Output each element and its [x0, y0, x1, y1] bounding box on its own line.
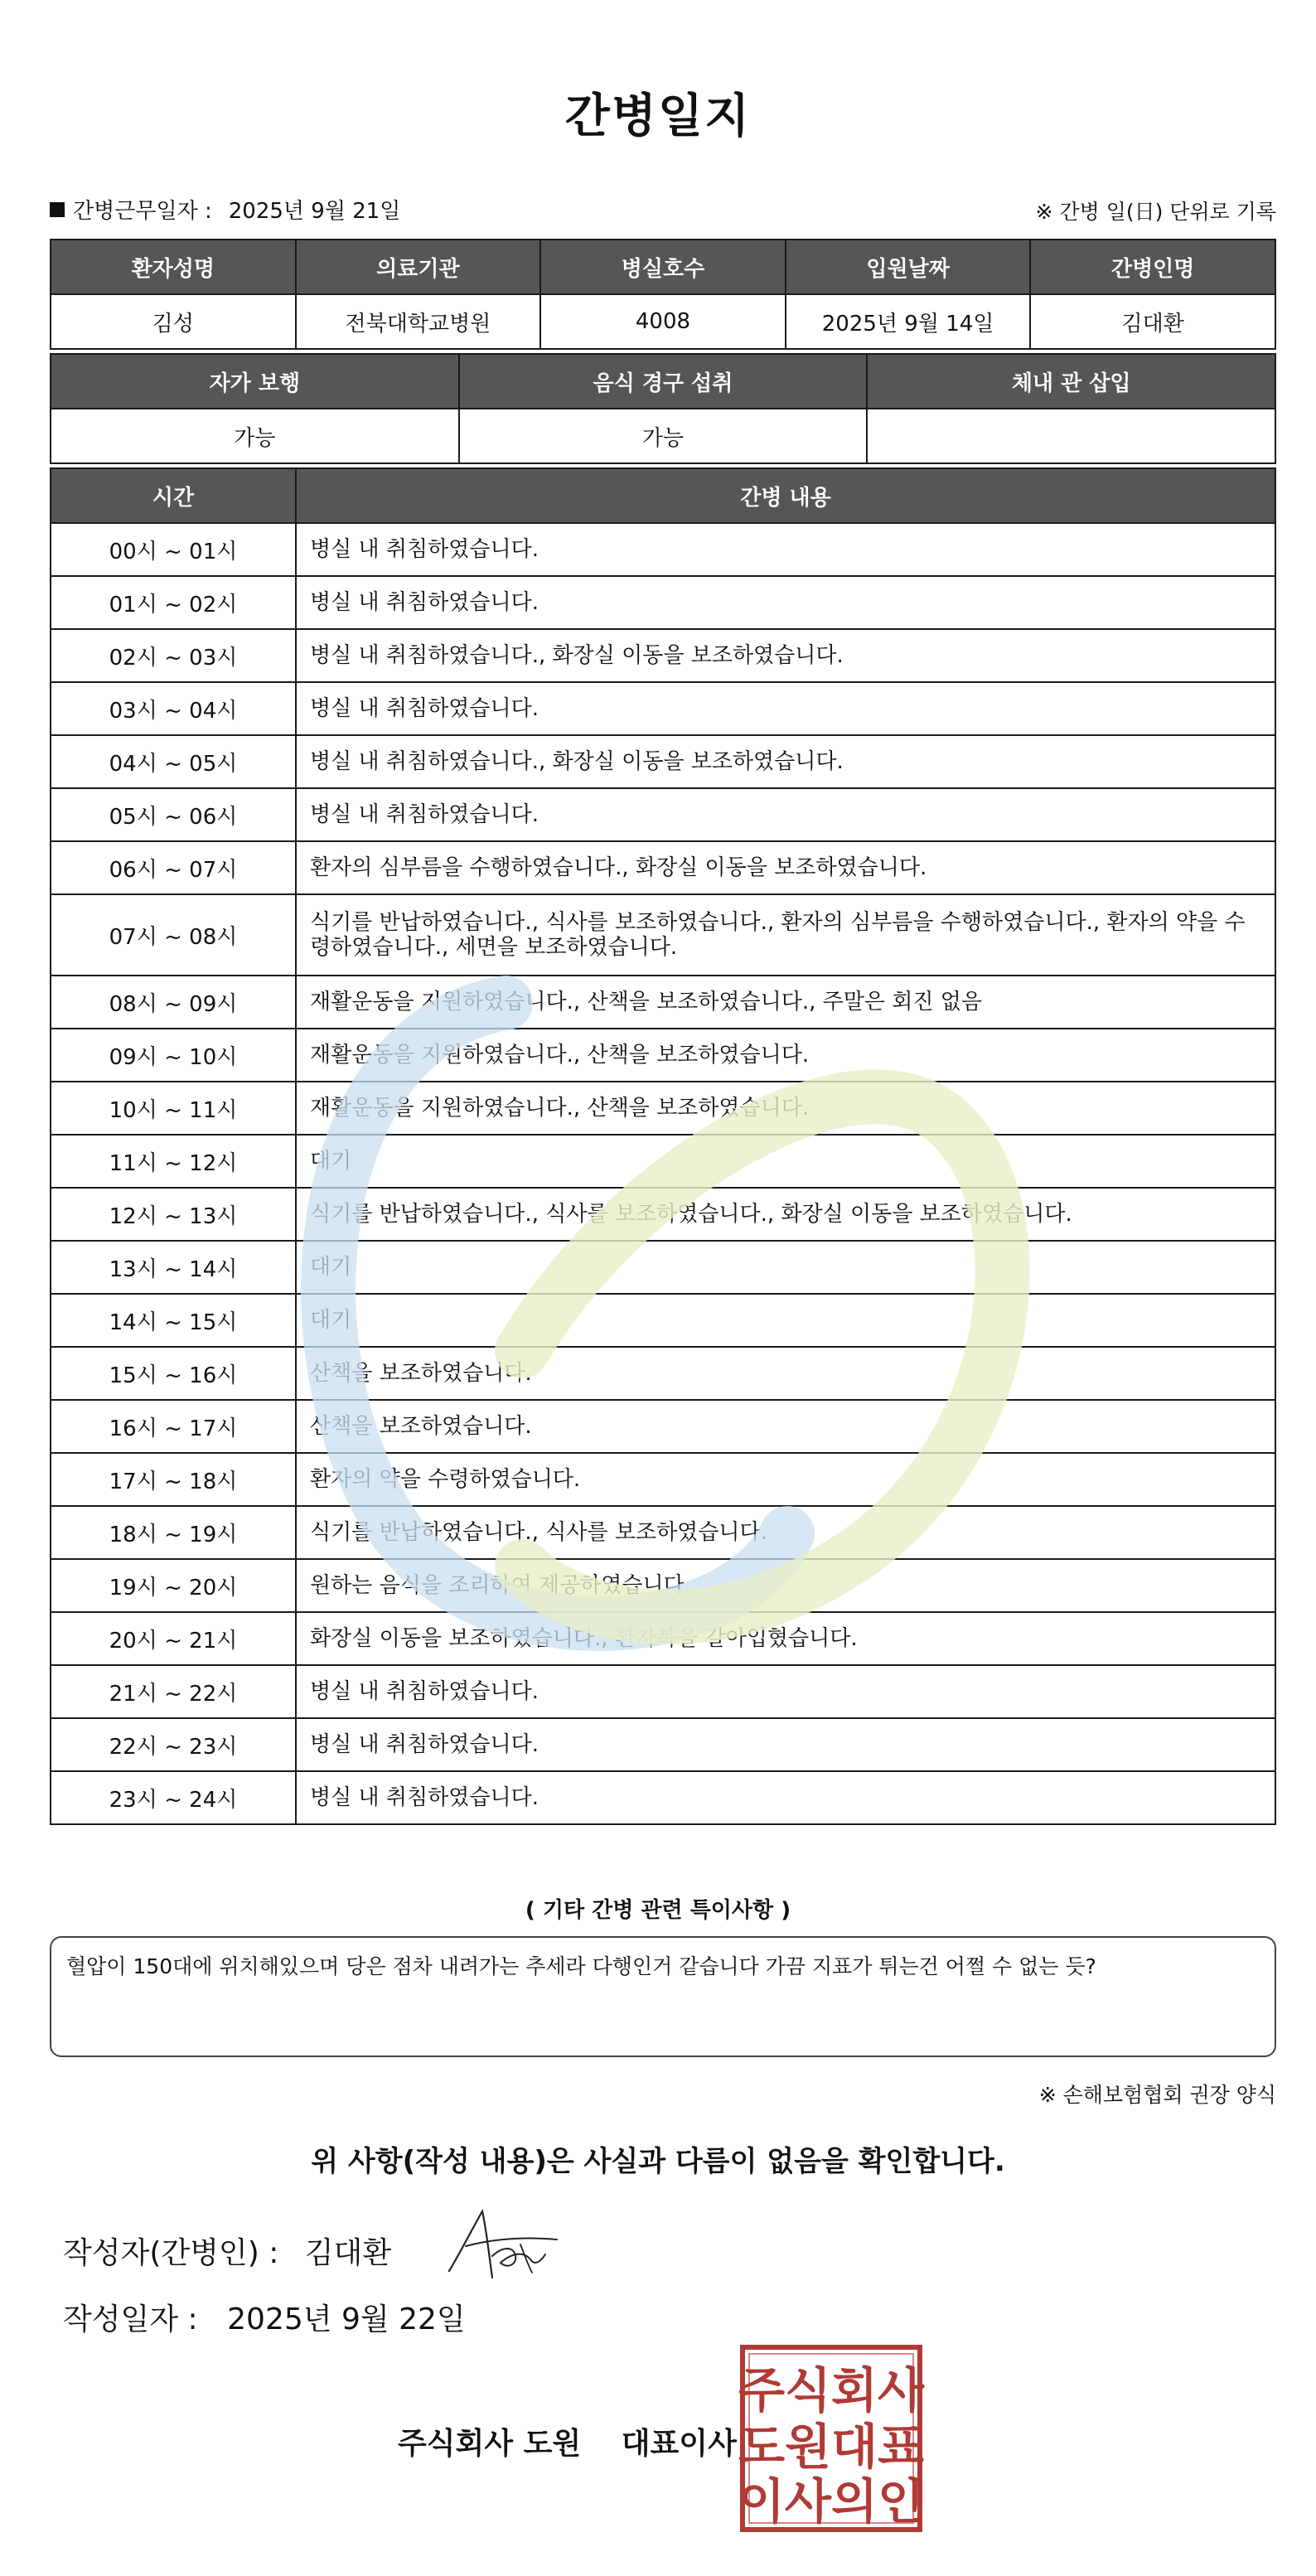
time-cell: 18시 ~ 19시 [51, 1506, 296, 1559]
daily-record-note: ※ 간병 일(日) 단위로 기록 [1035, 200, 1276, 224]
time-cell: 09시 ~ 10시 [51, 1029, 296, 1082]
table-row [51, 1082, 1275, 1135]
time-cell: 08시 ~ 09시 [51, 976, 296, 1029]
table-row [51, 1559, 1275, 1612]
patient-status-table [50, 353, 1276, 464]
author-name: 김대환 [304, 2236, 392, 2270]
task-cell: 병실 내 취침하였습니다. [296, 1718, 1275, 1771]
care-schedule-table [50, 467, 1276, 1825]
task-cell: 원하는 음식을 조리하여 제공하였습니다. [296, 1559, 1275, 1612]
header-patient-name: 환자성명 [51, 240, 296, 294]
time-cell: 16시 ~ 17시 [51, 1400, 296, 1453]
task-cell: 식기를 반납하였습니다., 식사를 보조하였습니다., 화장실 이동을 보조하였습니다. [296, 1188, 1275, 1241]
time-cell: 19시 ~ 20시 [51, 1559, 296, 1612]
table-row [51, 841, 1275, 894]
tube-insertion-value [867, 409, 1275, 463]
table-row [51, 1400, 1275, 1453]
self-walking-value: 가능 [51, 409, 459, 463]
table-row [51, 1188, 1275, 1241]
form-source-note: ※ 손해보험협회 권장 양식 [1038, 2083, 1276, 2107]
table-row [51, 682, 1275, 735]
company-seal-stamp [738, 2342, 925, 2535]
confirmation-statement: 위 사항(작성 내용)은 사실과 다름이 없음을 확인합니다. [311, 2145, 1005, 2178]
header-care-content: 간병 내용 [296, 468, 1275, 523]
time-cell: 22시 ~ 23시 [51, 1718, 296, 1771]
company-name: 주식회사 도원 [398, 2427, 582, 2461]
time-cell: 04시 ~ 05시 [51, 735, 296, 788]
task-cell: 산책을 보조하였습니다. [296, 1400, 1275, 1453]
page-title: 간병일지 [564, 90, 752, 143]
table-row [51, 1612, 1275, 1665]
time-cell: 02시 ~ 03시 [51, 629, 296, 682]
task-cell: 병실 내 취침하였습니다. [296, 523, 1275, 576]
seal-line-2: 도원대표 [738, 2419, 925, 2475]
work-date [50, 194, 400, 225]
table-row [51, 1029, 1275, 1082]
header-self-walking: 자가 보행 [51, 354, 459, 409]
patient-name: 김성 [51, 294, 296, 349]
task-cell: 병실 내 취침하였습니다. [296, 1665, 1275, 1718]
task-cell: 대기 [296, 1294, 1275, 1347]
work-date-value: 2025년 9월 21일 [228, 199, 401, 224]
square-bullet-icon [50, 202, 65, 217]
table-row [51, 788, 1275, 841]
time-cell: 23시 ~ 24시 [51, 1771, 296, 1824]
time-cell: 10시 ~ 11시 [51, 1082, 296, 1135]
patient-info-table [50, 239, 1276, 350]
company-line [398, 2420, 737, 2462]
oral-intake-value: 가능 [459, 409, 868, 463]
seal-line-3: 이사의인 [738, 2473, 925, 2530]
task-cell: 병실 내 취침하였습니다., 화장실 이동을 보조하였습니다. [296, 735, 1275, 788]
written-date-line [63, 2296, 466, 2338]
task-cell: 재활운동을 지원하였습니다., 산책을 보조하였습니다. [296, 1082, 1275, 1135]
caregiver-name: 김대환 [1030, 294, 1275, 349]
header-admission-date: 입원날짜 [786, 240, 1031, 294]
time-cell: 15시 ~ 16시 [51, 1347, 296, 1400]
header-tube-insertion: 체내 관 삽입 [867, 354, 1275, 409]
time-cell: 00시 ~ 01시 [51, 523, 296, 576]
seal-line-1: 주식회사 [738, 2362, 925, 2419]
time-cell: 20시 ~ 21시 [51, 1612, 296, 1665]
remarks-text: 혈압이 150대에 위치해있으며 당은 점차 내려가는 추세라 다행인거 같습니다 가끔 지표가 튀는건 어쩔 수 없는 듯? [50, 1936, 1276, 2057]
work-date-label: 간병근무일자 : [73, 199, 212, 224]
header-hospital: 의료기관 [296, 240, 541, 294]
admission-date: 2025년 9월 14일 [786, 294, 1031, 349]
task-cell: 화장실 이동을 보조하였습니다., 환자복을 갈아입혔습니다. [296, 1612, 1275, 1665]
table-row [51, 1718, 1275, 1771]
table-row [51, 523, 1275, 576]
task-cell: 병실 내 취침하였습니다. [296, 788, 1275, 841]
table-row [51, 1506, 1275, 1559]
company-representative: 대표이사 [621, 2427, 737, 2461]
time-cell: 11시 ~ 12시 [51, 1135, 296, 1188]
table-row [51, 1453, 1275, 1506]
table-row [51, 1135, 1275, 1188]
time-cell: 05시 ~ 06시 [51, 788, 296, 841]
task-cell: 병실 내 취침하였습니다. [296, 682, 1275, 735]
time-cell: 13시 ~ 14시 [51, 1241, 296, 1294]
table-row [51, 894, 1275, 976]
table-row [51, 576, 1275, 629]
task-cell: 환자의 약을 수령하였습니다. [296, 1453, 1275, 1506]
time-cell: 14시 ~ 15시 [51, 1294, 296, 1347]
time-cell: 21시 ~ 22시 [51, 1665, 296, 1718]
task-cell: 환자의 심부름을 수행하였습니다., 화장실 이동을 보조하였습니다. [296, 841, 1275, 894]
time-cell: 01시 ~ 02시 [51, 576, 296, 629]
written-date-value: 2025년 9월 22일 [227, 2302, 466, 2336]
table-row [51, 1347, 1275, 1400]
header-time: 시간 [51, 468, 296, 523]
task-cell: 대기 [296, 1241, 1275, 1294]
remarks-title: ( 기타 간병 관련 특이사항 ) [525, 1898, 791, 1923]
table-row [51, 735, 1275, 788]
header-room: 병실호수 [540, 240, 786, 294]
task-cell: 재활운동을 지원하였습니다., 산책을 보조하였습니다. [296, 1029, 1275, 1082]
author-label: 작성자(간병인) : [63, 2236, 279, 2270]
table-row [51, 629, 1275, 682]
time-cell: 03시 ~ 04시 [51, 682, 296, 735]
time-cell: 17시 ~ 18시 [51, 1453, 296, 1506]
table-row [51, 1665, 1275, 1718]
table-row [51, 976, 1275, 1029]
table-row [51, 1241, 1275, 1294]
task-cell: 병실 내 취침하였습니다. [296, 576, 1275, 629]
task-cell: 식기를 반납하였습니다., 식사를 보조하였습니다. [296, 1506, 1275, 1559]
time-cell: 12시 ~ 13시 [51, 1188, 296, 1241]
hospital-name: 전북대학교병원 [296, 294, 541, 349]
task-cell: 재활운동을 지원하였습니다., 산책을 보조하였습니다., 주말은 회진 없음 [296, 976, 1275, 1029]
header-oral-intake: 음식 경구 섭취 [459, 354, 868, 409]
task-cell: 병실 내 취침하였습니다. [296, 1771, 1275, 1824]
header-caregiver: 간병인명 [1030, 240, 1275, 294]
room-number: 4008 [540, 294, 786, 349]
task-cell: 대기 [296, 1135, 1275, 1188]
task-cell: 병실 내 취침하였습니다., 화장실 이동을 보조하였습니다. [296, 629, 1275, 682]
handwritten-signature [441, 2205, 565, 2288]
author-line [63, 2230, 391, 2272]
table-row [51, 1771, 1275, 1824]
time-cell: 07시 ~ 08시 [51, 894, 296, 976]
time-cell: 06시 ~ 07시 [51, 841, 296, 894]
task-cell: 식기를 반납하였습니다., 식사를 보조하였습니다., 환자의 심부름을 수행하였습니다., 환자의 약을 수령하였습니다., 세면을 보조하였습니다. [296, 894, 1275, 976]
task-cell: 산책을 보조하였습니다. [296, 1347, 1275, 1400]
table-row [51, 1294, 1275, 1347]
written-date-label: 작성일자 : [63, 2302, 198, 2336]
